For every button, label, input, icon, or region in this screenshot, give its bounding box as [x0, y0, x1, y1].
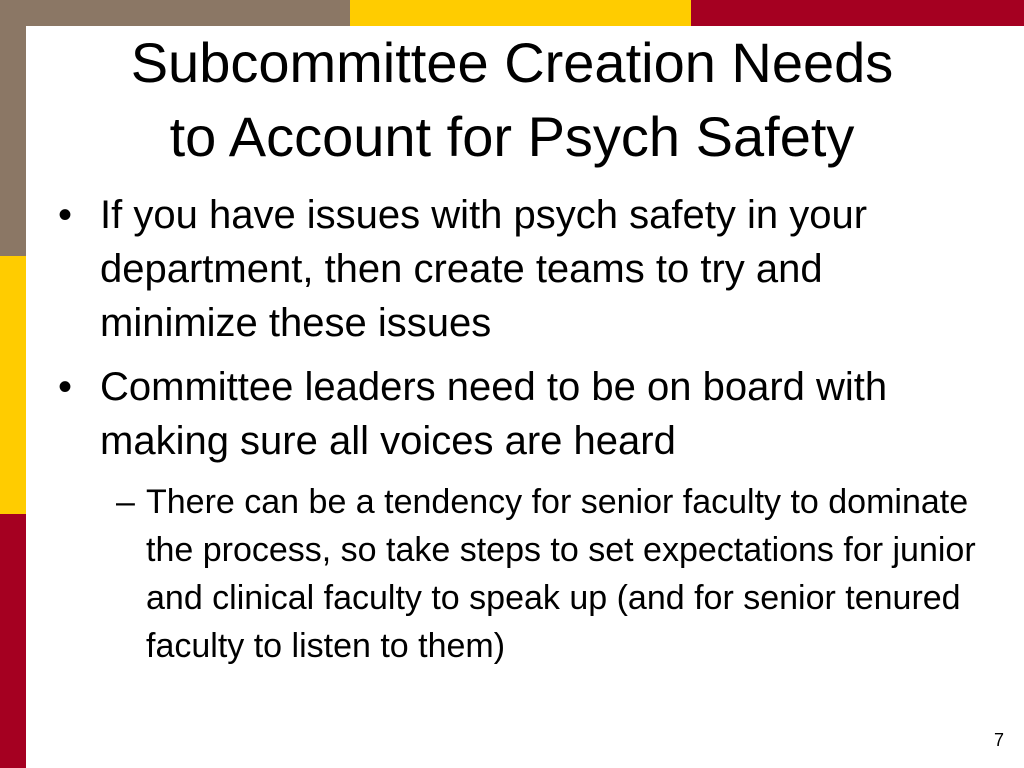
- bullet-item: [58, 360, 988, 468]
- decorative-side-bar-brown: [0, 0, 26, 256]
- bullet-item: [58, 188, 988, 350]
- decorative-top-bar-red: [691, 0, 1024, 26]
- bullet-text: If you have issues with psych safety in your department, then create teams to try and minimize these issues: [100, 193, 868, 345]
- page-number: 7: [993, 730, 1004, 750]
- slide-title: [40, 26, 984, 174]
- slide-content: [58, 188, 988, 670]
- sub-bullet-item: [58, 478, 988, 670]
- decorative-top-bar-gold: [350, 0, 691, 26]
- decorative-side-bar-red: [0, 514, 26, 768]
- sub-bullet-marker: –: [116, 483, 135, 521]
- sub-bullet-text: There can be a tendency for senior faculty to dominate the process, so take steps to set expectations for junior and clinical faculty to speak up (and for senior tenured faculty to listen to them): [146, 483, 976, 665]
- decorative-side-bar-gold: [0, 256, 26, 514]
- bullet-marker: •: [58, 365, 73, 409]
- slide-title-line-1: Subcommittee Creation Needs: [130, 31, 894, 94]
- bullet-marker: •: [58, 193, 73, 237]
- decorative-top-bar-brown: [0, 0, 350, 26]
- bullet-text: Committee leaders need to be on board with making sure all voices are heard: [100, 365, 888, 463]
- slide-title-line-2: to Account for Psych Safety: [169, 105, 855, 168]
